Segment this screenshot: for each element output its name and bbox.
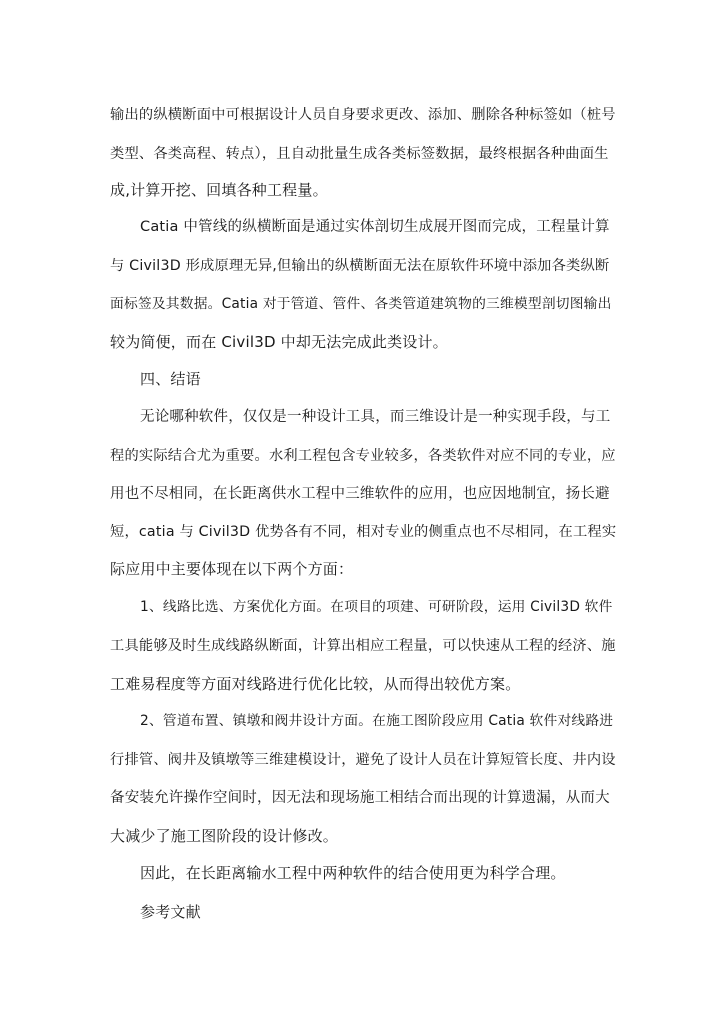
section-heading: 参考文献 xyxy=(140,903,201,921)
text-line: 与 Civil3D 形成原理无异,但输出的纵横断面无法在原软件环境中添加各类纵断 xyxy=(110,258,610,274)
text-line: 工难易程度等方面对线路进行优化比较，从而得出较优方案。 xyxy=(110,675,521,693)
text-line: 较为简便，而在 Civil3D 中却无法完成此类设计。 xyxy=(110,333,448,351)
text-line: 备安装允许操作空间时，因无法和现场施工相结合而出现的计算遗漏，从而大 xyxy=(110,790,610,806)
text-line: 成,计算开挖、回填各种工程量。 xyxy=(110,181,328,199)
text-line: 用也不尽相同，在长距离供水工程中三维软件的应用，也应因地制宜，扬长避 xyxy=(110,486,610,502)
text-line: 输出的纵横断面中可根据设计人员自身要求更改、添加、删除各种标签如（桩号 xyxy=(110,107,616,123)
text-line: 1、线路比选、方案优化方面。在项目的项建、可研阶段，运用 Civil3D 软件 xyxy=(140,599,613,615)
text-line: 短，catia 与 Civil3D 优势各有不同，相对专业的侧重点也不尽相同，在工程实 xyxy=(110,524,617,540)
text-line: 2、管道布置、镇墩和阀井设计方面。在施工图阶段应用 Catia 软件对线路进 xyxy=(140,713,614,729)
text-line: 面标签及其数据。Catia 对于管道、管件、各类管道建筑物的三维模型剖切图输出 xyxy=(110,296,612,312)
text-line: 行排管、阀井及镇墩等三维建模设计，避免了设计人员在计算短管长度、井内设 xyxy=(110,752,616,768)
text-line: 际应用中主要体现在以下两个方面： xyxy=(110,560,354,578)
text-line: 无论哪种软件，仅仅是一种设计工具，而三维设计是一种实现手段，与工 xyxy=(140,409,611,425)
text-line: 大减少了施工图阶段的设计修改。 xyxy=(110,827,339,845)
section-heading: 四、结语 xyxy=(140,370,201,388)
text-line: 程的实际结合尤为重要。水利工程包含专业较多，各类软件对应不同的专业，应 xyxy=(110,448,616,464)
text-line: 类型、各类高程、转点），且自动批量生成各类标签数据，最终根据各种曲面生 xyxy=(110,146,609,162)
text-line: 因此，在长距离输水工程中两种软件的结合使用更为科学合理。 xyxy=(140,864,566,882)
text-line: 工具能够及时生成线路纵断面，计算出相应工程量，可以快速从工程的经济、施 xyxy=(110,638,616,654)
text-line: Catia 中管线的纵横断面是通过实体剖切生成展开图而完成，工程量计算 xyxy=(140,219,610,235)
